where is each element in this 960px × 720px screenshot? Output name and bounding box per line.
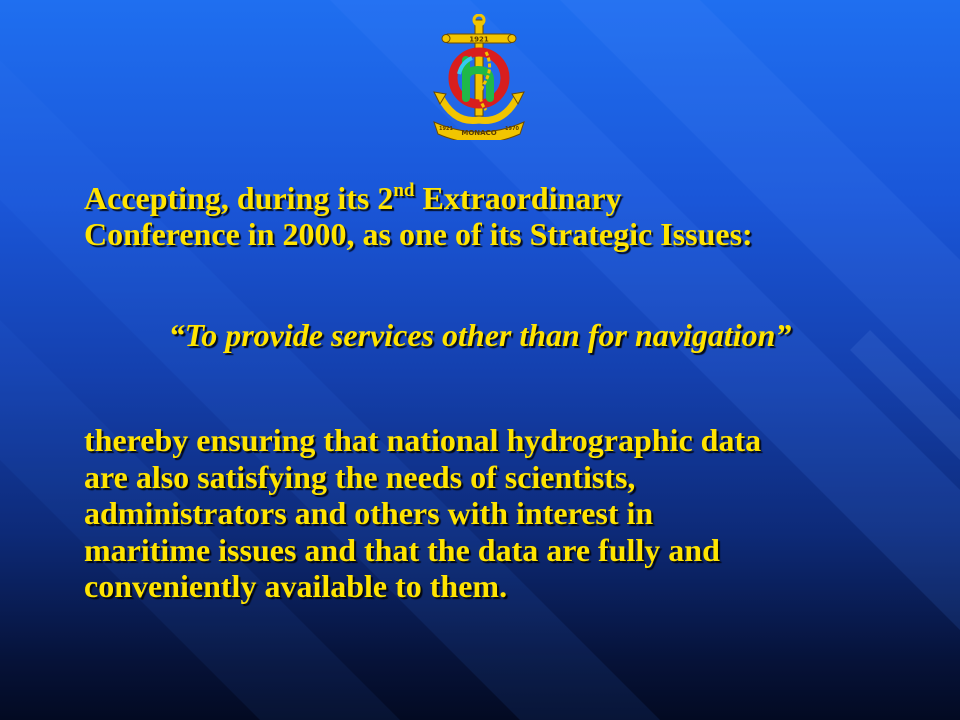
- logo-year-top: 1921: [469, 35, 489, 44]
- intro-line2-text: Conference in 2000, as one of its Strategic Issues:: [84, 216, 753, 252]
- logo-year-right: 1970: [505, 126, 519, 132]
- strategic-issue-quote: “To provide services other than for navigation”: [168, 317, 792, 353]
- ordinal-superscript: nd: [393, 180, 415, 201]
- body-line: maritime issues and that the data are fully and: [84, 531, 720, 568]
- body-line: administrators and others with interest in: [84, 495, 654, 531]
- body-line: thereby ensuring that national hydrographic data: [84, 422, 762, 458]
- logo-motto: MONACO: [461, 129, 497, 137]
- body-line: are also satisfying the needs of scientists,: [84, 458, 636, 495]
- intro-line1-text: Accepting, during its 2: [84, 180, 394, 216]
- body-line: conveniently available to them.: [84, 568, 508, 604]
- intro-paragraph: [84, 180, 884, 252]
- iho-emblem-logo: [424, 14, 534, 140]
- intro-line1-rest: Extraordinary: [414, 180, 622, 216]
- body-paragraph: [84, 422, 884, 605]
- logo-year-left: 1921: [439, 126, 453, 132]
